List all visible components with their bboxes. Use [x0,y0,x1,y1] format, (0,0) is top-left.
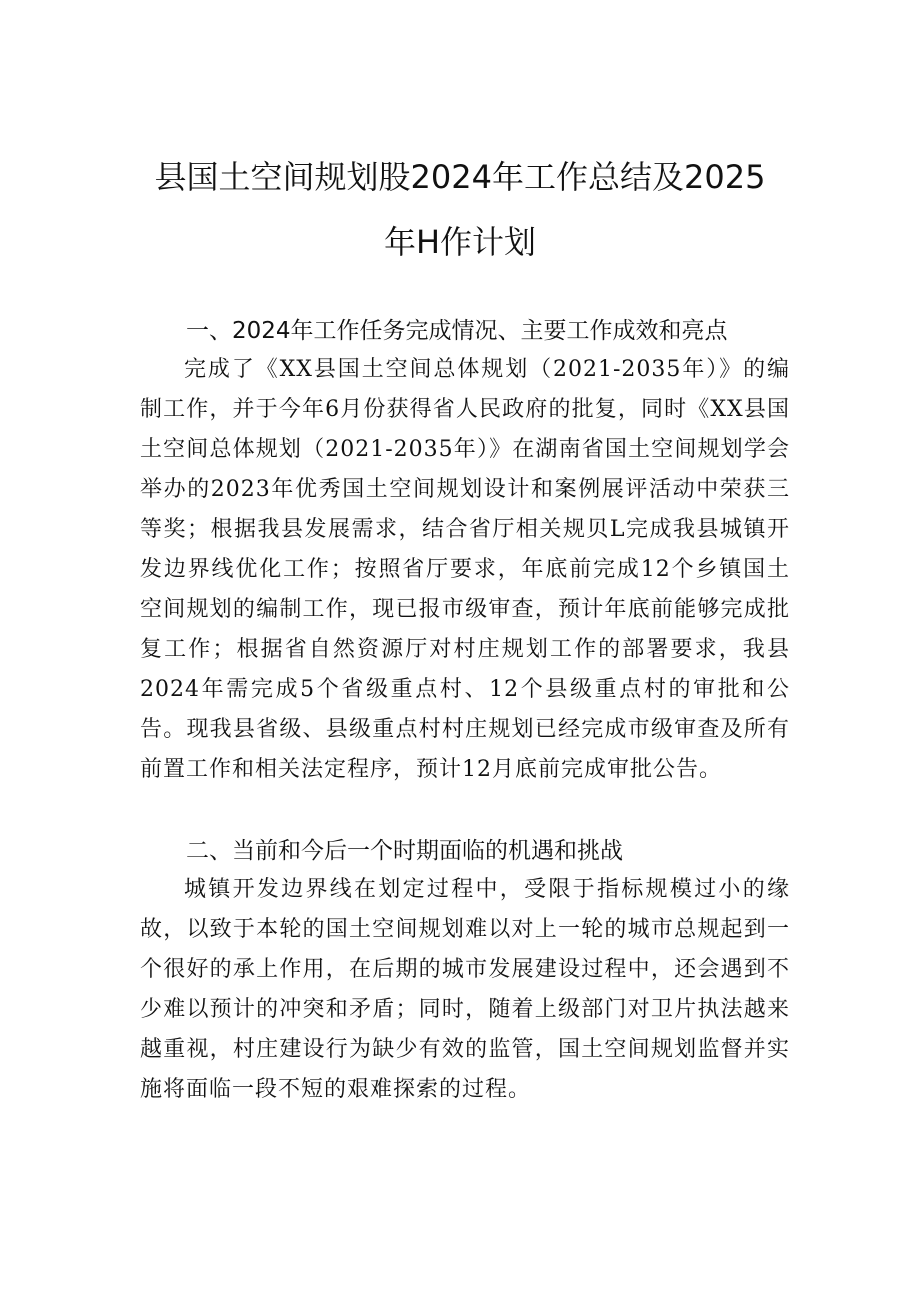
document-title-line-2: 年H作计划 [383,223,537,261]
section-paragraph-1: 完成了《XX县国土空间总体规划（2021-2035年）》的编制工作，并于今年6月份获得省人民政府的批复，同时《XX县国土空间总体规划（2021-2035年）》在湖南省国土空间规划学会举办的2023年优秀国土空间规划设计和案例展评活动中荣获三等奖；根据我县发展需求，结合省厅相关规贝L完成我县城镇开发边界线优化工作；按照省厅要求，年底前完成12个乡镇国土空间规划的编制工作，现已报市级审查，预计年底前能够完成批复工作；根据省自然资源厅对村庄规划工作的部署要求，我县2024年需完成5个省级重点村、12个县级重点村的审批和公告。现我县省级、县级重点村村庄规划已经完成市级审查及所有前置工作和相关法定程序，预计12月底前完成审批公告。 [140,357,790,782]
section-heading-2: 二、当前和今后一个时期面临的机遇和挑战 [186,838,623,864]
document-title-line-1: 县国土空间规划股2024年工作总结及2025 [154,158,766,196]
section-heading-1: 一、2024年工作任务完成情况、主要工作成效和亮点 [186,318,728,344]
section-paragraph-2: 城镇开发边界线在划定过程中，受限于指标规模过小的缘故，以致于本轮的国土空间规划难以对上一轮的城市总规起到一个很好的承上作用，在后期的城市发展建设过程中，还会遇到不少难以预计的冲突和矛盾；同时，随着上级部门对卫片执法越来越重视，村庄建设行为缺少有效的监管，国土空间规划监督并实施将面临一段不短的艰难探索的过程。 [140,877,790,1102]
